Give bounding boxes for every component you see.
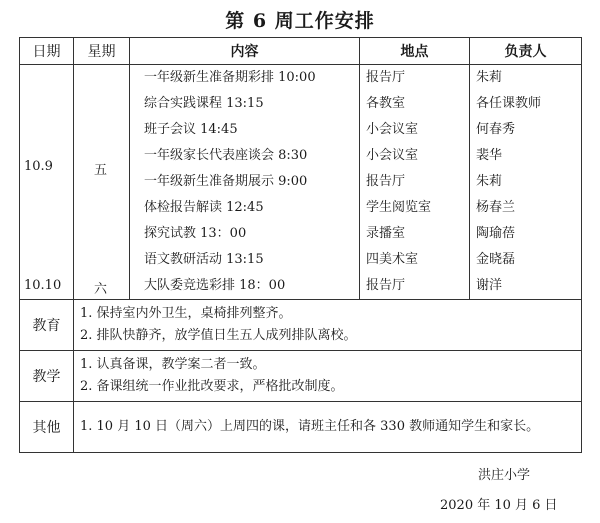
schedule-body-row: [20, 65, 582, 300]
footer-school: 洪庄小学: [478, 468, 531, 483]
event-content: 一年级新生准备期彩排 10:00: [144, 70, 316, 85]
header-weekday: 星期: [74, 38, 130, 65]
event-content: 大队委竞选彩排 18：00: [144, 278, 286, 293]
event-content: 体检报告解读 12:45: [144, 200, 264, 215]
event-content: 语文教研活动 13:15: [144, 252, 264, 267]
event-owner: 杨春兰: [476, 200, 516, 215]
note-line: 2. 排队快静齐，放学值日生五人成列排队离校。: [80, 328, 357, 343]
note-category: 教学: [20, 351, 74, 402]
date-cell: [20, 65, 74, 300]
event-content: 班子会议 14:45: [144, 122, 238, 137]
footer-date: 2020 年 10 月 6 日: [440, 498, 558, 513]
event-place: 小会议室: [366, 122, 419, 137]
event-place: 报告厅: [366, 278, 406, 293]
event-owner: 朱莉: [476, 174, 503, 189]
header-row: [20, 38, 582, 65]
note-line: 1. 保持室内外卫生，桌椅排列整齐。: [80, 306, 292, 321]
event-content: 综合实践课程 13:15: [144, 96, 264, 111]
note-row-other: [20, 402, 582, 453]
event-place: 各教室: [366, 96, 406, 111]
owner-cell: [470, 65, 582, 300]
note-line: 1. 10 月 10 日（周六）上周四的课，请班主任和各 330 教师通知学生和家长。: [80, 419, 540, 434]
day-date: 10.10: [24, 278, 62, 293]
event-place: 四美术室: [366, 252, 419, 267]
event-content: 一年级家长代表座谈会 8:30: [144, 148, 308, 163]
event-owner: 金晓磊: [476, 252, 516, 267]
header-place: 地点: [360, 38, 470, 65]
event-place: 录播室: [366, 226, 406, 241]
note-row-teaching: [20, 351, 582, 402]
event-owner: 裴华: [476, 148, 503, 163]
day-weekday: 六: [94, 282, 108, 297]
day-weekday: 五: [94, 163, 108, 178]
note-category: 教育: [20, 300, 74, 351]
event-place: 学生阅览室: [366, 200, 432, 215]
note-line: 1. 认真备课，教学案二者一致。: [80, 357, 266, 372]
content-cell: [130, 65, 360, 300]
header-content: 内容: [130, 38, 360, 65]
event-place: 小会议室: [366, 148, 419, 163]
header-owner: 负责人: [470, 38, 582, 65]
note-content: [74, 300, 582, 351]
event-owner: 何春秀: [476, 122, 516, 137]
event-place: 报告厅: [366, 70, 406, 85]
note-content: [74, 402, 582, 453]
note-line: 2. 备课组统一作业批改要求，严格批改制度。: [80, 379, 344, 394]
header-date: 日期: [20, 38, 74, 65]
weekday-cell: [74, 65, 130, 300]
event-owner: 朱莉: [476, 70, 503, 85]
event-owner: 陶瑜蓓: [476, 226, 516, 241]
place-cell: [360, 65, 470, 300]
event-owner: 谢洋: [476, 278, 503, 293]
page-title: 第 6 周工作安排: [225, 10, 375, 32]
note-row-education: [20, 300, 582, 351]
event-owner: 各任课教师: [476, 96, 542, 111]
note-content: [74, 351, 582, 402]
note-category: 其他: [20, 402, 74, 453]
event-content: 一年级新生准备期展示 9:00: [144, 174, 308, 189]
schedule-table: [19, 37, 582, 453]
day-date: 10.9: [24, 159, 53, 174]
event-content: 探究试教 13：00: [144, 226, 247, 241]
event-place: 报告厅: [366, 174, 406, 189]
